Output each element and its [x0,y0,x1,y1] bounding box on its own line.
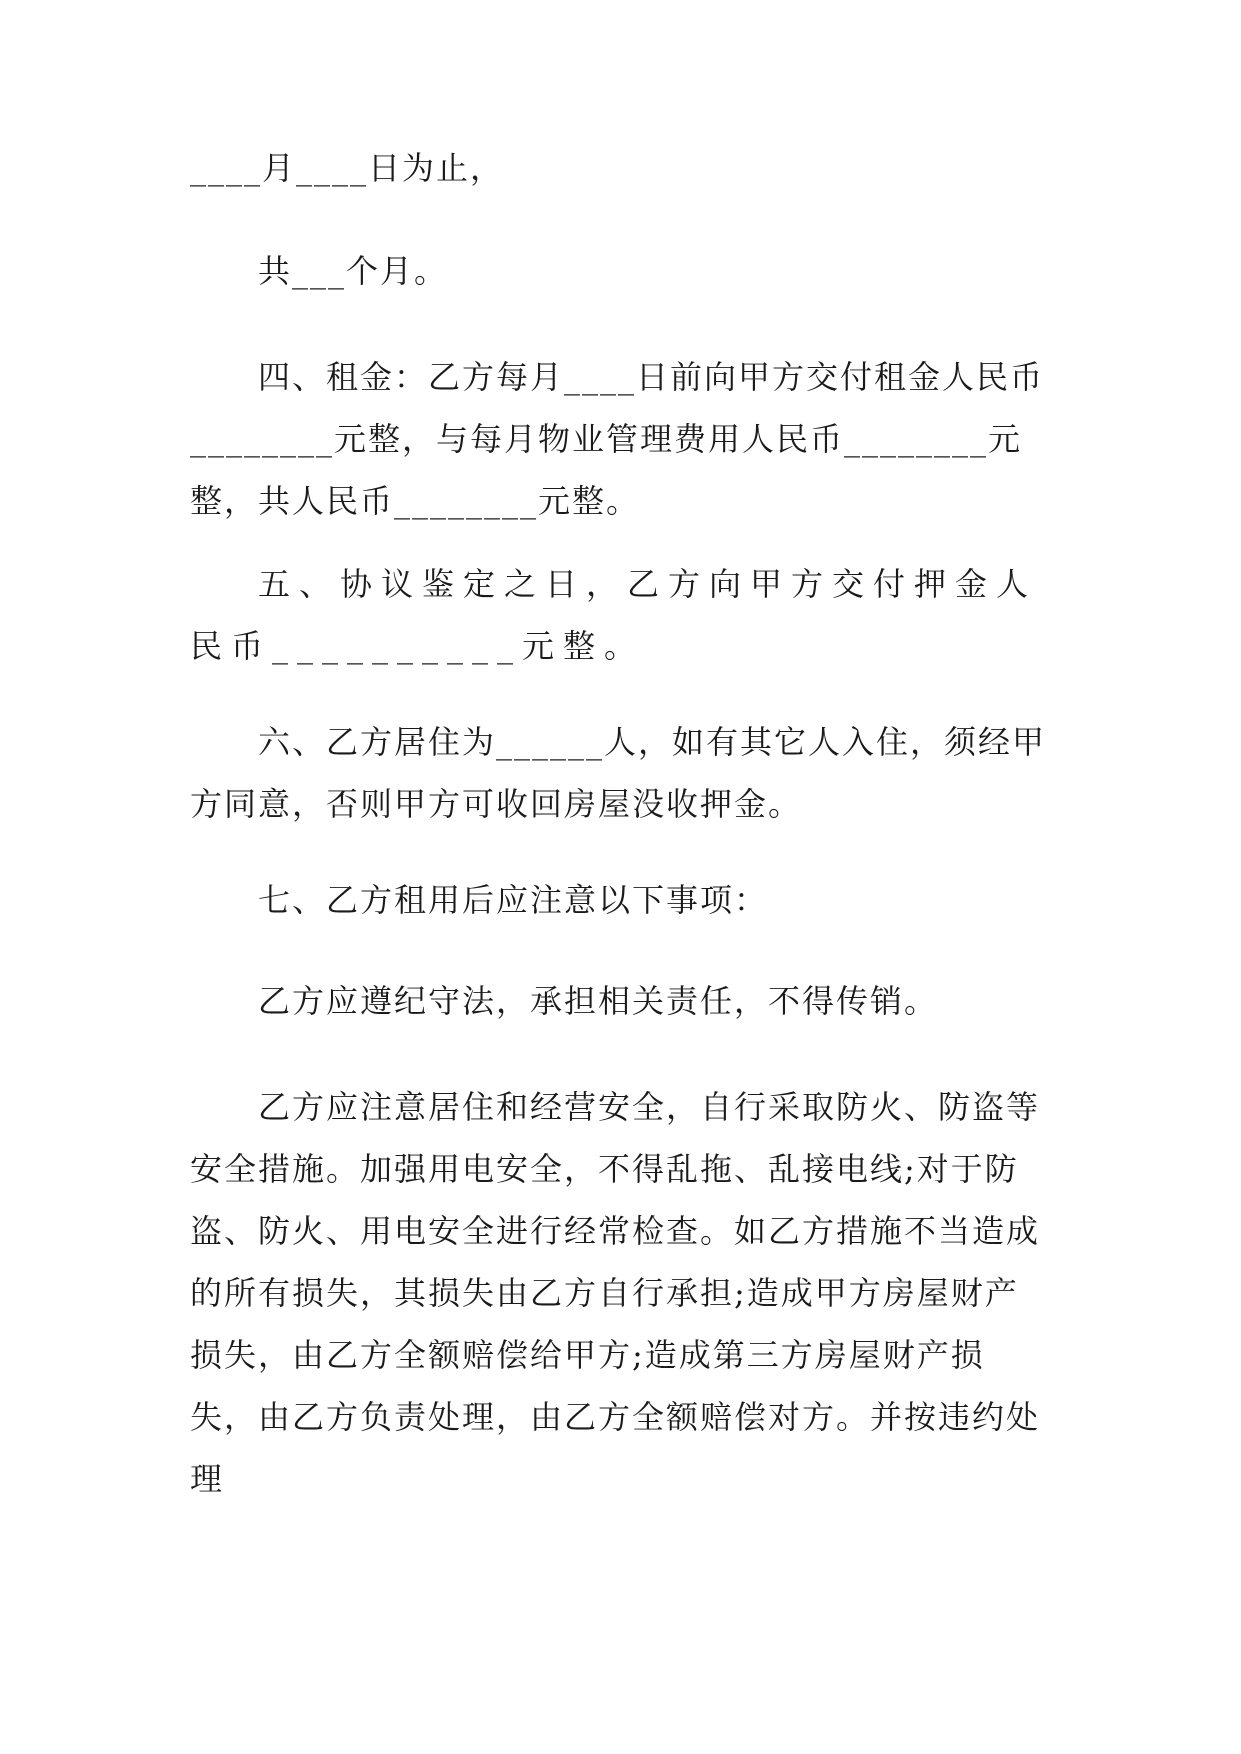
paragraph-safety: 乙方应注意居住和经营安全，自行采取防火、防盗等安全措施。加强用电安全，不得乱拖、乱接电线;对于防盗、防火、用电安全进行经常检查。如乙方措施不当造成的所有损失，其损失由乙方自行承担;造成甲方房屋财产损失，由乙方全额赔偿给甲方;造成第三方房屋财产损失，由乙方负责处理，由乙方全额赔偿对方。并按违约处理 [190,1088,1041,1498]
paragraph-obey-law: 乙方应遵纪守法，承担相关责任，不得传销。 [258,982,939,1020]
paragraph-deposit: 五、协议鉴定之日，乙方向甲方交付押金人民币__________元整。 [190,565,1038,665]
paragraph-total-months: 共___个月。 [258,252,449,290]
paragraph-occupants: 六、乙方居住为______人，如有其它人入住，须经甲方同意，否则甲方可收回房屋没收押金。 [190,723,1047,823]
paragraph-end-date: ____月____日为止， [190,149,505,187]
paragraph-rent: 四、租金：乙方每月____日前向甲方交付租金人民币________元整，与每月物业管理费用人民币________元整，共人民币________元整。 [190,358,1045,520]
paragraph-notes-heading: 七、乙方租用后应注意以下事项： [258,881,769,919]
